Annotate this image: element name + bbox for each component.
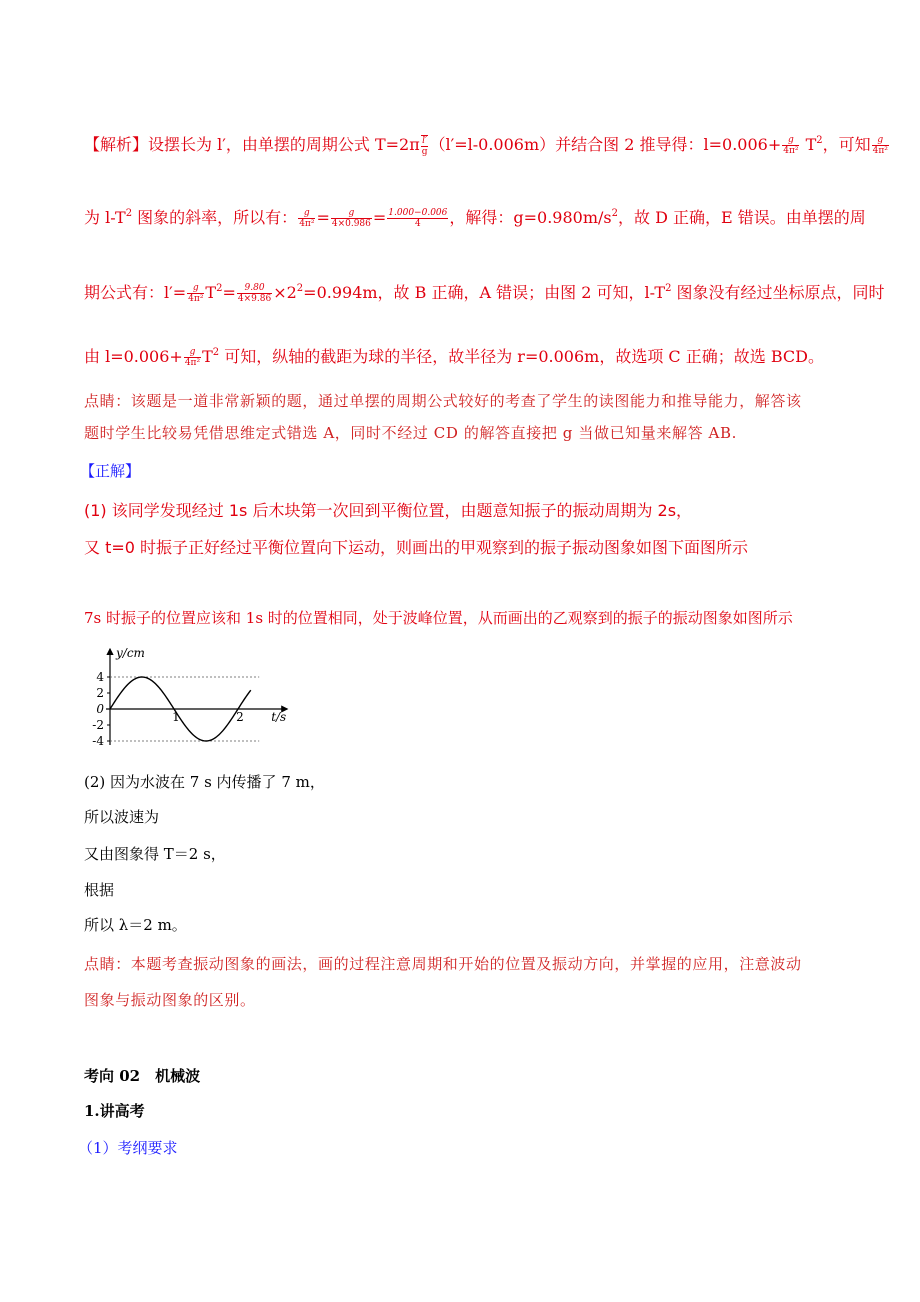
- analysis-text: 图象没有经过坐标原点，同时: [671, 283, 885, 302]
- fraction-denominator: 4π²: [783, 146, 799, 156]
- superscript: 2: [125, 208, 133, 219]
- fraction-numerator: 9.80: [237, 283, 272, 294]
- fraction-g-4pi2: [872, 135, 889, 156]
- analysis-text: 图象的斜率，所以有：: [132, 208, 298, 227]
- section-sub-subheading: （1）考纲要求: [78, 1139, 178, 1157]
- analysis-line-2: 为 $l-T^2$ 图象的斜率，所以有： $\frac{g}{\text{4π²}}$ = $\frac{g}{4\times 0.986}$ = $\frac{1.000-0.006}{4}$ ，解得：$g=0.980m/s^2$，故 D 正确，E 错误。由单摆的周: [84, 208, 866, 229]
- analysis-text: 设摆长为 l′，由单摆的周期公式 T=2π: [148, 135, 420, 154]
- note2-line-2: 图象与振动图象的区别。: [84, 991, 256, 1009]
- section-title: 考向 02 机械波: [84, 1067, 201, 1085]
- analysis-text: T: [202, 347, 213, 366]
- y-tick-label: -2: [92, 718, 104, 732]
- y-tick-label: 4: [96, 670, 104, 684]
- note-line-2: 题时学生比较易凭借思维定式错选 A，同时不经过 CD 的解答直接把 g 当做已知量来解答 AB.: [84, 424, 737, 442]
- superscript: 2: [212, 347, 220, 358]
- fraction-denominator: 4π²: [872, 146, 888, 156]
- part2-line-2: 所以波速为: [84, 808, 160, 826]
- fraction-denominator: 4π²: [299, 219, 315, 229]
- analysis-text: ，可知: [822, 135, 871, 154]
- analysis-text: ，故 D 正确，E 错误。由单摆的周: [617, 208, 866, 227]
- analysis-text: 为 l-T: [84, 208, 126, 227]
- fraction-g-4pi2: [782, 135, 799, 156]
- analysis-line-1: [84, 132, 890, 157]
- analysis-text: （l′=l-0.006m）并结合图 2 推导得：l=0.006+: [429, 135, 782, 154]
- fraction-denominator: 4×0.986: [331, 219, 371, 229]
- part2-line-4: 根据: [84, 881, 115, 899]
- y-axis-label: y/cm: [116, 646, 145, 660]
- analysis-text: T: [205, 283, 217, 302]
- fraction-g-4pi2: [187, 283, 204, 304]
- x-axis-label: t/s: [271, 710, 287, 724]
- part2-line-5: 所以 λ＝2 m。: [84, 916, 187, 934]
- superscript: 2: [816, 135, 823, 146]
- fraction-denominator: 4: [414, 219, 421, 229]
- fraction-g-4x0986: [331, 208, 372, 229]
- x-tick-label: 1: [172, 710, 180, 724]
- y-tick-label: 2: [96, 686, 104, 700]
- fraction-g-4pi2: [298, 208, 315, 229]
- fraction-denominator: 4π²: [184, 358, 201, 368]
- fraction-numerator: g: [782, 135, 799, 146]
- analysis-text: 可知，纵轴的截距为球的半径，故半径为 r=0.006m，故选项 C 正确；故选 BCD。: [219, 347, 824, 366]
- fraction-numerator: 1.000−0.006: [388, 208, 448, 218]
- x-tick-label: 2: [236, 710, 244, 724]
- fraction-numerator: g: [872, 135, 889, 146]
- sqrt-denominator: g: [421, 146, 428, 157]
- fraction-length-diff: [387, 208, 448, 229]
- note2-line-1: 点睛：本题考查振动图象的画法，画的过程注意周期和开始的位置及振动方向，并掌握的应用，注意波动: [84, 955, 802, 973]
- solution-line-3: 7s 时振子的位置应该和 1s 时的位置相同，处于波峰位置，从而画出的乙观察到的振子的振动图象如图所示: [84, 609, 793, 627]
- part2-line-1: (2) 因为水波在 7 s 内传播了 7 m，: [84, 773, 325, 791]
- fraction-g-4pi2: [184, 347, 201, 368]
- superscript: 2: [216, 283, 223, 294]
- solution-line-1: (1) 该同学发现经过 1s 后木块第一次回到平衡位置，由题意知振子的振动周期为 2s，: [84, 501, 693, 520]
- fraction-denominator: 4×9.86: [237, 294, 272, 304]
- part2-line-3: 又由图象得 T＝2 s，: [84, 845, 226, 863]
- superscript: 2: [611, 208, 618, 219]
- analysis-text: =: [222, 283, 236, 302]
- y-tick-label: -4: [92, 734, 104, 748]
- sqrt-fraction: [421, 135, 429, 157]
- fraction-numerator: g: [331, 208, 372, 219]
- fraction-denominator: 4π²: [188, 294, 204, 304]
- solution-line-2: 又 t=0 时振子正好经过平衡位置向下运动，则画出的甲观察到的振子振动图象如图下面图所示: [84, 538, 749, 557]
- zhengjie-heading: 【正解】: [80, 462, 141, 480]
- superscript: 2: [296, 283, 304, 294]
- analysis-text: ，解得：g=0.980m/s: [449, 208, 612, 227]
- superscript: 2: [665, 283, 672, 294]
- fraction-980-4x986: [237, 283, 272, 304]
- y-tick-label: 0: [96, 702, 104, 716]
- analysis-tag: 【解析】: [84, 135, 149, 154]
- fraction-numerator: g: [298, 208, 315, 219]
- analysis-text: 由 l=0.006+: [84, 347, 183, 366]
- vibration-graph: [82, 643, 287, 753]
- analysis-text: =0.994m，故 B 正确，A 错误；由图 2 可知，l-T: [303, 283, 666, 302]
- section-subheading: 1.讲高考: [84, 1102, 145, 1120]
- sqrt-numerator: l′: [422, 135, 428, 146]
- analysis-text: T: [800, 135, 817, 154]
- analysis-line-3: [84, 280, 885, 304]
- note-line-1: 点睛：该题是一道非常新颖的题，通过单摆的周期公式较好的考查了学生的读图能力和推导能力，解答该: [84, 392, 802, 410]
- analysis-text: 期公式有：l′=: [84, 283, 187, 302]
- fraction-numerator: g: [184, 347, 201, 358]
- fraction-numerator: g: [187, 283, 204, 294]
- analysis-text: ×2: [273, 283, 297, 302]
- analysis-line-4: [84, 344, 824, 368]
